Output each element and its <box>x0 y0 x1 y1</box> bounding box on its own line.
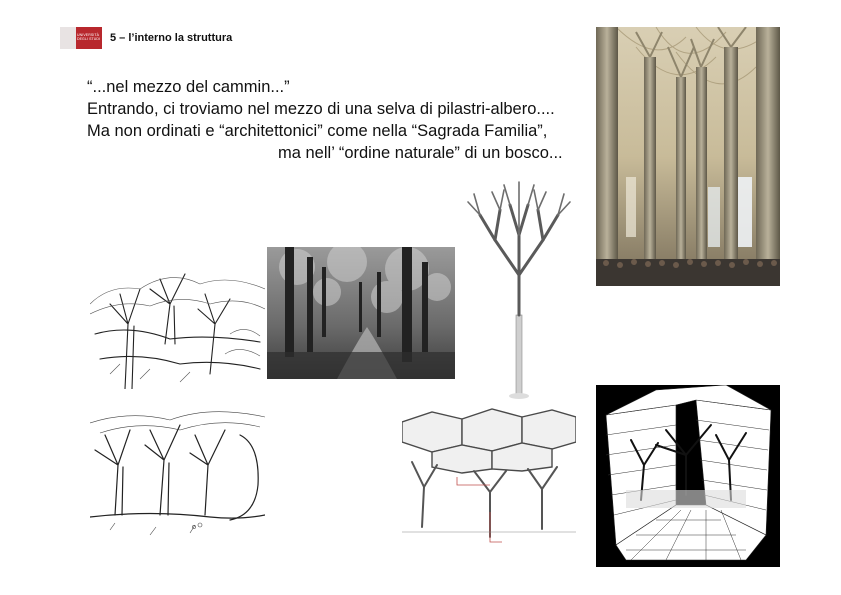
forest-photo <box>267 247 455 379</box>
body-text-line-3: Ma non ordinati e “architettonici” come nella “Sagrada Familia”, <box>87 122 548 140</box>
tree-column-model <box>460 180 578 402</box>
university-logo <box>60 27 102 49</box>
wireframe-interior-render <box>596 385 780 567</box>
quote-line: “...nel mezzo del cammin...” <box>87 78 290 96</box>
body-text-line-4: ma nell’ “ordine naturale” di un bosco... <box>278 144 563 162</box>
tree-sketch-bottom <box>90 405 265 543</box>
tree-sketch-top <box>90 264 265 389</box>
slide-title: 5 – l’interno la struttura <box>110 32 233 44</box>
sagrada-familia-photo <box>596 27 780 286</box>
logo-text: UNIVERSITÀ DEGLI STUDI <box>77 33 101 41</box>
canopy-structure-drawing <box>402 407 576 552</box>
body-text-line-2: Entrando, ci troviamo nel mezzo di una selva di pilastri-albero.... <box>87 100 555 118</box>
